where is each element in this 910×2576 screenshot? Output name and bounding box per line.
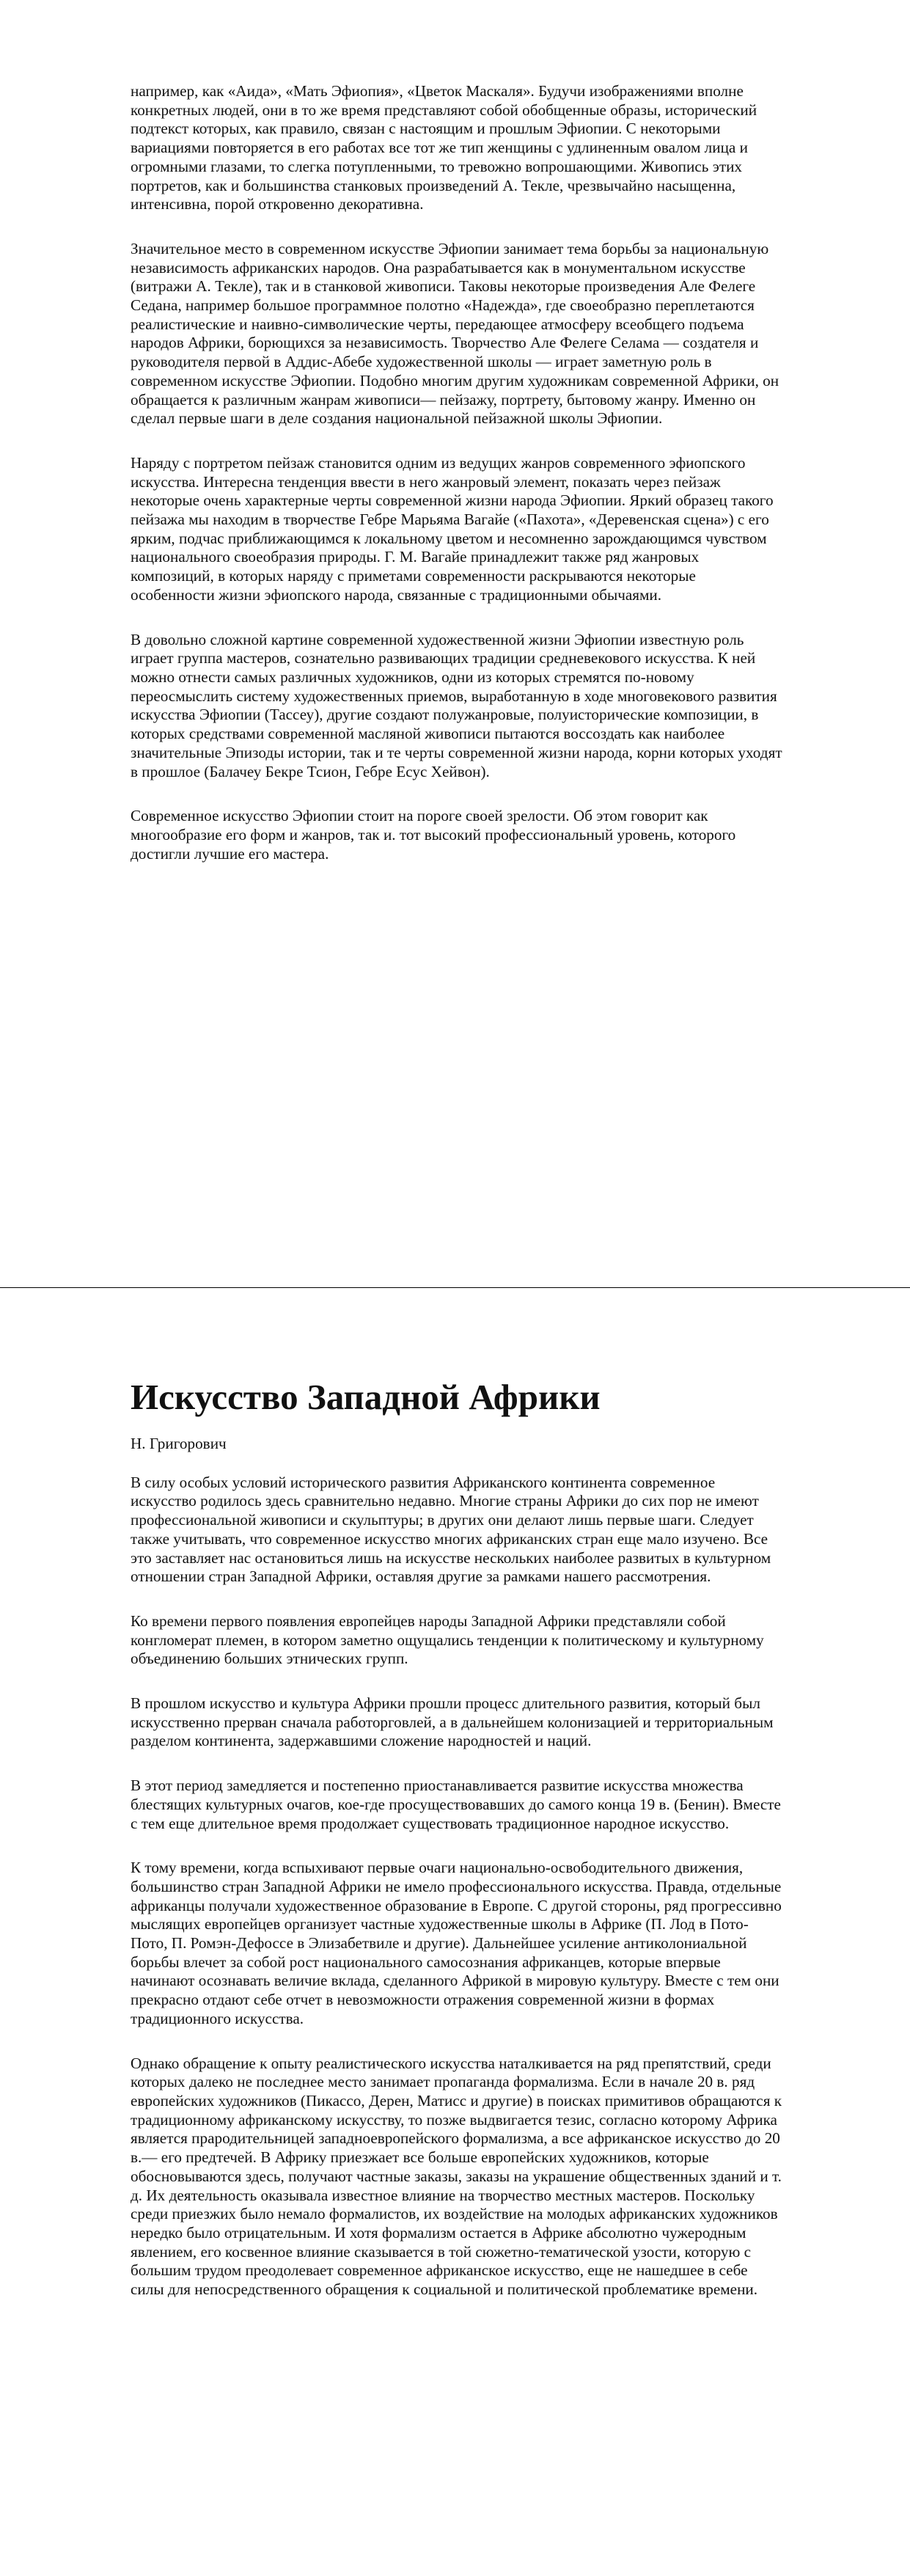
- paragraph: В этот период замедляется и постепенно приостанавливается развитие искусства множества блестящих культурных очагов, кое-где просуществовавших до самого конца 19 в. (Бенин). Вместе с тем еще длительное время продолжает существовать традиционное народное искусство.: [131, 1777, 781, 1832]
- page-1-text-block: [131, 82, 783, 889]
- paragraph: В силу особых условий исторического развития Африканского континента современное искусство родилось здесь сравнительно недавно. Многие страны Африки до сих пор не имеют профессиональной живописи и скульптуры; в других они делают лишь первые шаги. Следует также учитывать, что современное искусство многих африканских стран еще мало изучено. Все это заставляет нас остановиться лишь на искусстве нескольких наиболее развитых в культурном отношении стран Западной Африки, оставляя другие за рамками нашего рассмотрения.: [131, 1473, 771, 1586]
- page-2-text-block: [131, 1376, 783, 2325]
- paragraph: К тому времени, когда вспыхивают первые очаги национально-освободительного движения, большинство стран Западной Африки не имело профессионального искусства. Правда, отдельные африканцы получали художественное образование в Европе. С другой стороны, ряд прогрессивно мыслящих европейцев организует частные художественные школы в Африке (П. Лод в Пото-Пото, П. Ромэн-Дефоссе в Элизабетвиле и другие). Дальнейшее усиление антиколониальной борьбы влечет за собой рост национального самосознания африканцев, которые впервые начинают осознавать величие вклада, сделанного Африкой в мировую культуру. Вместе с тем они прекрасно отдают себе отчет в невозможности отражения современной жизни в формах традиционного искусства.: [131, 1859, 782, 2027]
- paragraph: Ко времени первого появления европейцев народы Западной Африки представляли собой конгломерат племен, в котором заметно ощущались тенденции к политическому и культурному объединению больших этнических групп.: [131, 1611, 764, 1668]
- paragraph: В довольно сложной картине современной художественной жизни Эфиопии известную роль играет группа мастеров, сознательно развивающих традиции средневекового искусства. К ней можно отнести самых различных художников, одни из которых стремятся по-новому переосмыслить систему художественных приемов, выработанную в ходе многовекового развития искусства Эфиопии (Тассеу), другие создают полужанровые, полуисторические композиции, в которых средствами современной масляной живописи пытаются воссоздать как наиболее значительные Эпизоды истории, так и те черты современной жизни народа, корни которых уходят в прошлое (Балачеу Бекре Тсион, Гебре Есус Хейвон).: [131, 630, 782, 780]
- article-author: Н. Григорович: [131, 1435, 227, 1452]
- document-page-2: [0, 1288, 910, 2576]
- paragraph: Однако обращение к опыту реалистического искусства наталкивается на ряд препятствий, среди которых далеко не последнее место занимает пропаганда формализма. Если в начале 20 в. ряд европейских художников (Пикассо, Дерен, Матисс и другие) в поисках примитивов обращаются к традиционному африканскому искусству, то позже выдвигается тезис, согласно которому Африка является прародительницей западноевропейского формализма, а все африканское искусство до 20 в.— его предтечей. В Африку приезжает все больше европейских художников, которые обосновываются здесь, получают частные заказы, заказы на украшение общественных зданий и т. д. Их деятельность оказывала известное влияние на творчество местных мастеров. Поскольку среди приезжих было немало формалистов, их воздействие на молодых африканских художников нередко было отрицательным. И хотя формализм остается в Африке абсолютно чужеродным явлением, его косвенное влияние сказывается в той сюжетно-тематической узости, которую с большим трудом преодолевает современное африканское искусство, еще не нашедшее в себе силы для непосредственного обращения к социальной и политической проблематике времени.: [131, 2054, 782, 2299]
- paragraph: Значительное место в современном искусстве Эфиопии занимает тема борьбы за национальную независимость африканских народов. Она разрабатывается как в монументальном искусстве (витражи А. Текле), так и в станковой живописи. Таковы некоторые произведения Але Фелеге Седана, например большое программное полотно «Надежда», где своеобразно переплетаются реалистические и наивно-символические черты, передающее атмосферу всеобщего подъема народов Африки, борющихся за независимость. Творчество Але Фелеге Селама — создателя и руководителя первой в Аддис-Абебе художественной школы — играет заметную роль в современном искусстве Эфиопии. Подобно многим другим художникам современной Африки, он обращается к различным жанрам живописи— пейзажу, портрету, бытовому жанру. Именно он сделал первые шаги в деле создания национальной пейзажной школы Эфиопии.: [131, 239, 779, 428]
- article-title: Искусство Западной Африки: [131, 1377, 601, 1417]
- paragraph: например, как «Аида», «Мать Эфиопия», «Цветок Маскаля». Будучи изображениями вполне конкретных людей, они в то же время представляют собой обобщенные образы, исторический подтекст которых, как правило, связан с настоящим и прошлым Эфиопии. С некоторыми вариациями повторяется в его работах все тот же тип женщины с удлиненным овалом лица и огромными глазами, то слегка потупленными, то тревожно вопрошающими. Живопись этих портретов, как и большинства станковых произведений А. Текле, чрезвычайно насыщенна, интенсивна, порой откровенно декоративна.: [131, 82, 757, 213]
- paragraph: Наряду с портретом пейзаж становится одним из ведущих жанров современного эфиопского искусства. Интересна тенденция ввести в него жанровый элемент, показать через пейзаж некоторые очень характерные черты современной жизни народа Эфиопии. Яркий образец такого пейзажа мы находим в творчестве Гебре Марьяма Вагайе («Пахота», «Деревенская сцена») с его ярким, подчас приближающимся к локальному цветом и несомненно зарождающимся чувством национального своеобразия природы. Г. М. Вагайе принадлежит также ряд жанровых композиций, в которых наряду с приметами современности раскрываются некоторые особенности жизни эфиопского народа, связанные с традиционными обычаями.: [131, 453, 774, 604]
- paragraph: В прошлом искусство и культура Африки прошли процесс длительного развития, который был искусственно прерван сначала работорговлей, а в дальнейшем колонизацией и территориальным разделом континента, задержавшими сложение народностей и наций.: [131, 1694, 774, 1750]
- paragraph: Современное искусство Эфиопии стоит на пороге своей зрелости. Об этом говорит как многообразие его форм и жанров, так и. тот высокий профессиональный уровень, которого достигли лучшие его мастера.: [131, 807, 736, 863]
